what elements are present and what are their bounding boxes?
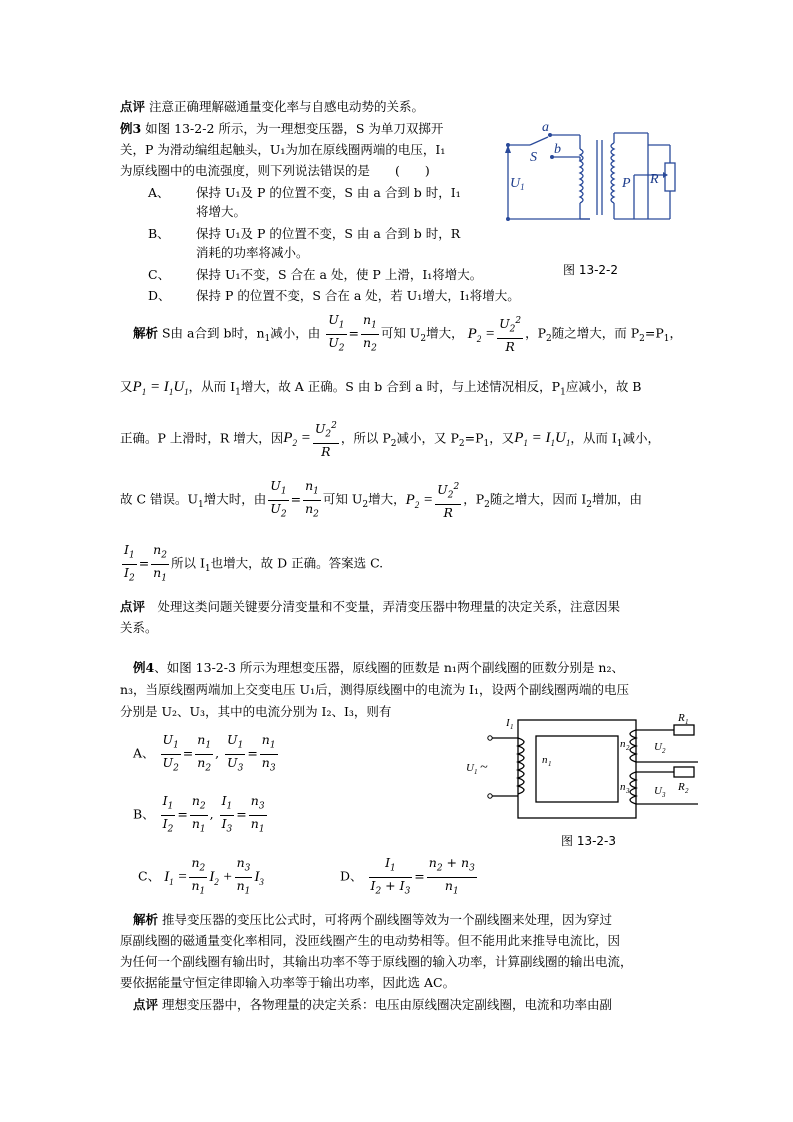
example-4-option-d: D、 $\frac{I_1}{I_2 + I_3}$ = $\frac{n_2 + n_3}{n_1}$ <box>340 855 475 896</box>
example-3-line-3: 为原线圈中的电流强度，则下列说法错误的是 ( ) <box>120 163 430 178</box>
review-tag: 点评 <box>120 99 146 114</box>
svg-text:2: 2 <box>662 747 666 755</box>
example-4-option-a: A、 $\frac{U_1}{U_2}$ = $\frac{n_1}{n_2}$ , $\frac{U_1}{U_3}$ = $\frac{n_1}{n_3}$ <box>133 732 276 773</box>
svg-text:3: 3 <box>662 791 666 799</box>
svg-text:R: R <box>678 712 685 724</box>
option-d-label: D、 <box>148 288 171 303</box>
figure-13-2-2-caption: 图 13-2-2 <box>563 263 619 277</box>
option-a-text: 保持 U₁及 P 的位置不变，S 由 a 合到 b 时，I₁ <box>196 185 461 200</box>
analysis-3-line-5: $\frac{I_1}{I_2}$ = $\frac{n_2}{n_1}$ 所以 $I_1$也增大，故 D 正确。答案选 C. <box>124 542 384 583</box>
svg-text:2: 2 <box>626 744 630 752</box>
option-b-label: B、 <box>148 226 170 241</box>
option-a-text-2: 将增大。 <box>196 204 247 219</box>
svg-text:2: 2 <box>685 787 689 795</box>
example-tag: 例3 <box>120 121 142 136</box>
svg-text:I: I <box>506 717 510 729</box>
label-s: S <box>530 150 537 165</box>
figure-13-2-3-caption: 图 13-2-3 <box>561 834 617 848</box>
example-4-line-1: 例4、如图 13-2-3 所示为理想变压器，原线圈的匝数是 n₁两个副线圈的匝数分别是 n₂、 <box>133 660 624 675</box>
review-2-line-2: 关系。 <box>120 620 158 635</box>
figure-13-2-3 <box>458 708 698 830</box>
review-2-line-1: 点评 处理这类问题关键要分清变量和不变量，弄清变压器中物理量的决定关系，注意因果 <box>120 599 621 614</box>
svg-text:n: n <box>620 738 626 750</box>
analysis-4-line-4: 要依据能量守恒定律即输入功率等于输出功率，因此选 AC。 <box>120 975 456 990</box>
svg-text:1: 1 <box>510 723 514 731</box>
example-4-option-c: C、 $I_1$ = $\frac{n_2}{n_1}$ $I_2$ + $\frac{n_3}{n_1}$ $I_3$ <box>138 855 264 896</box>
analysis-3-line-3: 正确。P 上滑时，R 增大，因$P_2$ = $\frac{U_2^2}{R}$ ，所以 $P_2$减小，又 $P_2=P_1$，又$P_1 = I_1U_1$，从而 $I_1$减小， <box>120 418 660 464</box>
review-1 <box>120 98 424 116</box>
svg-text:3: 3 <box>626 787 630 795</box>
analysis-3-line-2: 又$P_1 = I_1U_1$，从而 $I_1$增大，故 A 正确。S 由 b 合到 a 时，与上述情况相反，$P_1$应减小，故 B <box>120 379 642 398</box>
label-r: R <box>650 172 659 187</box>
figure-13-2-2 <box>490 115 680 230</box>
label-p: P <box>622 176 631 191</box>
option-d-text: 保持 P 的位置不变，S 合在 a 处，若 U₁增大，I₁将增大。 <box>196 288 520 303</box>
label-u1: $U_1$ <box>510 176 525 192</box>
svg-text:U: U <box>654 785 662 797</box>
option-b-text: 保持 U₁及 P 的位置不变，S 由 a 合到 b 时，R <box>196 226 461 241</box>
analysis-tag: 解析 <box>133 325 159 341</box>
svg-text:R: R <box>678 781 685 793</box>
formula-u1-u2: $\frac{U_1}{U_2}$ <box>328 312 345 353</box>
svg-text:n: n <box>620 781 626 793</box>
analysis-3-line-4: 故 C 错误。$U_1$增大时，由 $\frac{U_1}{U_2}$ = $\frac{n_1}{n_2}$ 可知 $U_2$增大，$P_2$ = $\frac{U_2^2}{R}$ ，$P_2$随之增大，因而 $I_2$增加，由 <box>120 478 643 520</box>
option-c-text: 保持 U₁不变，S 合在 a 处，使 P 上滑，I₁将增大。 <box>196 267 483 282</box>
analysis-4-line-2: 原副线圈的磁通量变化率相同，没匝线圈产生的电动势相等。但不能用此来推导电流比，因 <box>120 933 621 948</box>
analysis-4-line-3: 为任何一个副线圈有输出时，其输出功率不等于原线圈的输入功率，计算副线圈的输出电流， <box>120 954 633 969</box>
example-4-line-2: n₃，当原线圈两端加上交变电压 U₁后，测得原线圈中的电流为 I₁，设两个副线圈两端的电压 <box>120 682 630 697</box>
svg-text:1: 1 <box>548 760 552 768</box>
formula-p2: $P_2$ = <box>467 325 496 344</box>
option-a-label: A、 <box>148 185 170 200</box>
review-text: 注意正确理解磁通量变化率与自感电动势的关系。 <box>145 99 424 114</box>
svg-text:n: n <box>542 754 548 766</box>
label-b: b <box>554 142 561 157</box>
example-4-line-3: 分别是 U₂、U₃，其中的电流分别为 I₂、I₃，则有 <box>120 704 392 719</box>
svg-text:~: ~ <box>480 760 488 775</box>
example-4-option-b: B、 $\frac{I_1}{I_2}$ = $\frac{n_2}{n_1}$ , $\frac{I_1}{I_3}$ = $\frac{n_3}{n_1}$ <box>133 793 265 834</box>
svg-text:U: U <box>466 762 474 774</box>
review-3-line-1: 点评 理想变压器中，各物理量的决定关系：电压由原线圈决定副线圈，电流和功率由副 <box>133 997 612 1012</box>
svg-text:1: 1 <box>474 768 478 776</box>
example-3-line-1: 例3 如图 13-2-2 所示，为一理想变压器，S 为单刀双掷开 <box>120 121 444 136</box>
analysis-3-line-1: 解析 S由 a合到 b时，$n_1$减小，由 $\frac{U_1}{U_2}$ = $\frac{n_1}{n_2}$ 可知 $U_2$增大， $P_2$ = $\frac{U_2^2}{R}$ ，$P_2$随之增大，而 $P_2=P_1$， <box>133 312 682 359</box>
label-a: a <box>542 120 549 135</box>
analysis-4-line-1: 解析 推导变压器的变压比公式时，可将两个副线圈等效为一个副线圈来处理，因为穿过 <box>133 912 612 927</box>
svg-text:1: 1 <box>685 718 689 726</box>
svg-text:U: U <box>654 741 662 753</box>
option-b-text-2: 消耗的功率将减小。 <box>196 245 309 260</box>
example-3-line-2: 关，P 为滑动编组起触头，U₁为加在原线圈两端的电压，I₁ <box>120 142 446 157</box>
option-c-label: C、 <box>148 267 171 282</box>
